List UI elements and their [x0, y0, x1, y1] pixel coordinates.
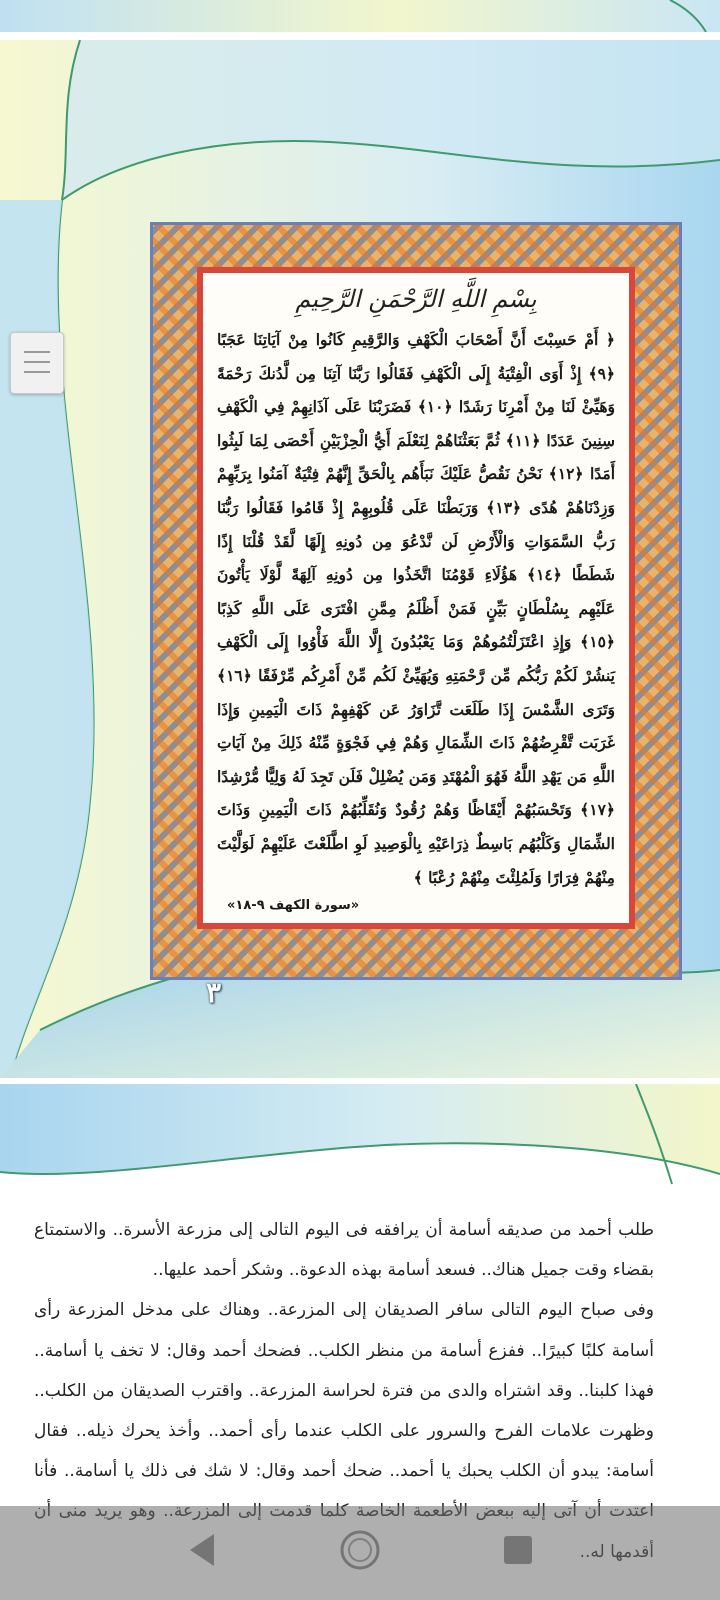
story-paragraph: طلب أحمد من صديقه أسامة أن يرافقه فى اليوم التالى إلى مزرعة الأسرة.. والاستمتاع بقضاء وقت جميل هناك.. فسعد أسامة بهذه الدعوة.. وشكر أحمد عليها.. [34, 1220, 654, 1281]
back-triangle-icon [178, 1526, 226, 1574]
verses-panel [203, 273, 629, 923]
surah-kahf-verses: ﴿ أَمْ حَسِبْتَ أَنَّ أَصْحَابَ الْكَهْفِ وَالرَّقِيمِ كَانُوا مِنْ آيَاتِنَا عَجَبًا ﴿٩﴾ إِذْ أَوَى الْفِتْيَةُ إِلَى الْكَهْفِ فَقَالُوا رَبَّنَا آتِنَا مِن لَّدُنكَ رَحْمَةً وَهَيِّئْ لَنَا مِنْ أَمْرِنَا رَشَدًا ﴿١٠﴾ فَضَرَبْنَا عَلَى آذَانِهِمْ فِي الْكَهْفِ سِنِينَ عَدَدًا ﴿١١﴾ ثُمَّ بَعَثْنَاهُمْ لِنَعْلَمَ أَيُّ الْحِزْبَيْنِ أَحْصَى لِمَا لَبِثُوا أَمَدًا ﴿١٢﴾ نَحْنُ نَقُصُّ عَلَيْكَ نَبَأَهُم بِالْحَقِّ إِنَّهُمْ فِتْيَةٌ آمَنُوا بِرَبِّهِمْ وَزِدْنَاهُمْ هُدًى ﴿١٣﴾ وَرَبَطْنَا عَلَى قُلُوبِهِمْ إِذْ قَامُوا فَقَالُوا رَبُّنَا رَبُّ السَّمَوَاتِ وَالْأَرْضِ لَن نَّدْعُوَ مِن دُونِهِ إِلَهًا لَّقَدْ قُلْنَا إِذًا شَطَطًا ﴿١٤﴾ هَؤُلَاءِ قَوْمُنَا اتَّخَذُوا مِن دُونِهِ آلِهَةً لَّوْلَا يَأْتُونَ عَلَيْهِم بِسُلْطَانٍ بَيِّنٍ فَمَنْ أَظْلَمُ مِمَّنِ افْتَرَى عَلَى اللَّهِ كَذِبًا ﴿١٥﴾ وَإِذِ اعْتَزَلْتُمُوهُمْ وَمَا يَعْبُدُونَ إِلَّا اللَّهَ فَأْوُوا إِلَى الْكَهْفِ يَنشُرْ لَكُمْ رَبُّكُم مِّن رَّحْمَتِهِ وَيُهَيِّئْ لَكُم مِّنْ أَمْرِكُم مِّرْفَقًا ﴿١٦﴾ وَتَرَى الشَّمْسَ إِذَا طَلَعَت تَّزَاوَرُ عَن كَهْفِهِمْ ذَاتَ الْيَمِينِ وَإِذَا غَرَبَت تَّقْرِضُهُمْ ذَاتَ الشِّمَالِ وَهُمْ فِي فَجْوَةٍ مِّنْهُ ذَلِكَ مِنْ آيَاتِ اللَّهِ مَن يَهْدِ اللَّهُ فَهُوَ الْمُهْتَدِ وَمَن يُضْلِلْ فَلَن تَجِدَ لَهُ وَلِيًّا مُّرْشِدًا ﴿١٧﴾ وَتَحْسَبُهُمْ أَيْقَاظًا وَهُمْ رُقُودٌ وَنُقَلِّبُهُمْ ذَاتَ الْيَمِينِ وَذَاتَ الشِّمَالِ وَكَلْبُهُم بَاسِطٌ ذِرَاعَيْهِ بِالْوَصِيدِ لَوِ اطَّلَعْتَ عَلَيْهِمْ لَوَلَّيْتَ مِنْهُمْ فِرَارًا وَلَمُلِئْتَ مِنْهُمْ رُعْبًا ﴾ [217, 330, 616, 887]
menu-line [24, 361, 50, 363]
basmala: بِسْمِ اللَّهِ الرَّحْمَنِ الرَّحِيمِ [295, 285, 537, 313]
ornamental-frame [150, 222, 682, 980]
back-button[interactable] [178, 1526, 226, 1574]
previous-page-wave [0, 0, 720, 32]
recents-button[interactable] [494, 1526, 542, 1574]
recents-square-icon [494, 1526, 542, 1574]
quran-page[interactable] [0, 40, 720, 1078]
frame-inner-border [197, 267, 635, 929]
menu-line [24, 371, 50, 373]
navigation-bar [0, 1506, 720, 1600]
page-number: ٣ [206, 976, 222, 1009]
side-menu-button[interactable] [10, 332, 64, 394]
story-paragraph: وفى صباح اليوم التالى سافر الصديقان إلى المزرعة.. وهناك على مدخل المزرعة رأى أسامة كلبًا كبيرًا.. ففزع أسامة من منظر الكلب.. فضحك أحمد وقال: لا تخف يا أسامة.. فهذا كلبنا.. وقد اشتراه والدى من فترة لحراسة المزرعة.. واقترب الصديقان من الكلب.. وظهرت علامات الفرح والسرور على الكلب عندما رأى أحمد.. وأخذ يحرك ذيله.. فقال أسامة: يبدو أن الكلب يحبك يا أحمد.. ضحك أحمد وقال: لا شك فى ذلك يا أسامة.. فأنا [34, 1300, 654, 1482]
home-button[interactable] [336, 1526, 384, 1574]
surah-reference: «سورة الكهف ٩-١٨» [227, 898, 360, 914]
page-separator [0, 32, 720, 40]
home-circle-icon [336, 1526, 384, 1574]
previous-page-edge [0, 0, 720, 32]
menu-line [24, 351, 50, 353]
